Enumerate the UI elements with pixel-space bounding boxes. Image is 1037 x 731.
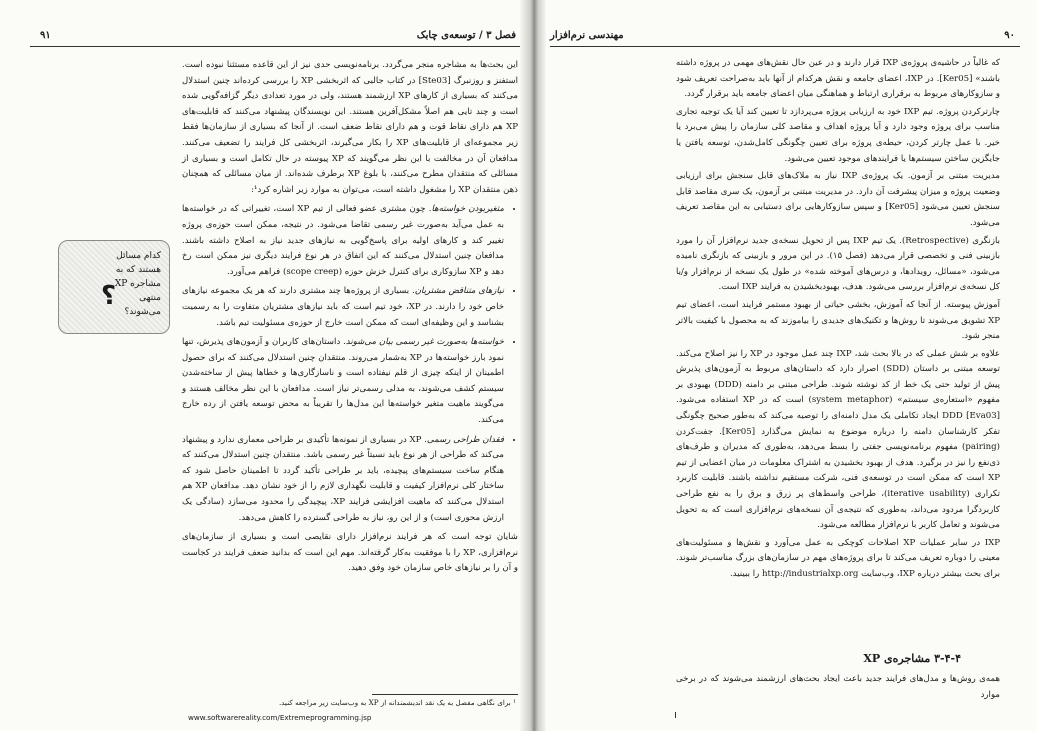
right-page [540, 0, 1037, 731]
right-header-rule [550, 46, 1020, 47]
right-body [676, 56, 1000, 648]
margin-note [58, 240, 170, 334]
right-paragraph: IXP در سایر عملیات XP اصلاحات کوچکی به عمل می‌آورد و نقش‌ها و مسئولیت‌های معینی را دوباره تعریف می‌کند تا برای پروژه‌های مهم در سازمان‌های بزرگ مناسب‌تر شوند. برای بحث بیشتر درباره IXP، وب‌سایت http://industrialxp.org را ببینید. [676, 537, 1001, 579]
bullet-term: متغیربودن خواسته‌ها. [428, 204, 504, 215]
right-paragraph: بازنگری (Retrospective). یک تیم IXP پس از تحویل نسخه‌ی جدید نرم‌افزار آن را مورد بازبینی فنی و تخصصی قرار می‌دهد (فصل ۱۵). در این مرور و بازبینی که بازنگری نامیده می‌شود، «مسائل، رویدادها، و درس‌های آموخته شده» در طول یک نسخه از نرم‌افزار و/یا کل نسخه‌ی نرم‌افزار بررسی می‌شود. هدف، بهبودبخشیدن به فرایند IXP است. [676, 235, 1000, 293]
right-paragraph: که غالباً در حاشیه‌ی پروژه‌ی IXP قرار دارند و در عین حال نقش‌های مهمی در پروژه داشته باشند» [Ker05]. در IXP، اعضای جامعه و نقش هرکدام از آنها باید به‌صراحت تعریف شود و سازوکارهای مربوط به برقراری ارتباط و هماهنگی میان اعضای جامعه باید برقرار گردد. [676, 58, 1000, 100]
closing-paragraph: شایان توجه است که هر فرایند نرم‌افزار دارای نقایصی است و بسیاری از سازمان‌های نرم‌افزاری، XP را با موفقیت به‌کار گرفته‌اند. مهم این است که بدانید ضعف فرایند در کجاست و آن را بر نیازهای خاص سازمان خود وفق دهید. [182, 532, 518, 574]
margin-note-line: مشاجره XP [114, 279, 161, 289]
left-running-head: فصل ۳ / توسعه‌ی چابک [416, 30, 516, 41]
left-header-rule [30, 46, 520, 47]
question-mark-icon: ؟ [101, 281, 117, 311]
right-running-head: مهندسی نرم‌افزار [550, 30, 624, 41]
footnote: ¹ برای نگاهی مفصل به یک نقد اندیشمندانه از XP به وب‌سایت زیر مراجعه کنید. [278, 698, 516, 707]
page-mark [675, 712, 676, 718]
bullet-term: نیازهای متناقض مشتریان. [411, 286, 504, 297]
critique-list [182, 202, 518, 526]
list-item [182, 284, 504, 331]
right-paragraph: آموزش پیوسته. از آنجا که آموزش، بخشی حیاتی از بهبود مستمر فرایند است، اعضای تیم XP تشویق می‌شوند تا روش‌ها و تکنیک‌های جدیدی را بیاموزند که به محصول با کیفیت بالاتر منجر شود. [676, 299, 1000, 342]
left-page-number: ۹۱ [40, 30, 51, 41]
list-item [182, 433, 504, 527]
bullet-text: چون مشتری عضو فعالی از تیم XP است، تغییراتی که در خواسته‌ها به عمل می‌آید به‌صورت غیر رسمی تقاضا می‌شود. در نتیجه، ممکن است حوزه‌ی پروژه تغییر کند و کارهای اولیه برای پاسخ‌گویی به نیازهای جدید نیاز به اصلاح داشته باشند. مدافعان چنین استدلال می‌کنند که این اتفاق در هر نوع فرایند دیگری نیز ممکن است رخ دهد و XP سازوکاری برای کنترل خزش حوزه (scope creep) فراهم می‌آورد. [182, 204, 504, 277]
section-intro: همه‌ی روش‌ها و مدل‌های فرایند جدید باعث ایجاد بحث‌های ارزشمند می‌شوند که در برخی موارد [676, 674, 1000, 700]
margin-note-line: می‌شوند؟ [124, 307, 161, 317]
margin-note-text [115, 249, 161, 319]
right-page-number: ۹۰ [1004, 30, 1015, 41]
bullet-text: بسیاری از پروژه‌ها چند مشتری دارند که هر یک مجموعه نیازهای خاص خود را دارند. در XP، خود تیم است که باید نیازهای مشتریان متفاوت را به رسمیت بشناسد و این وظیفه‌ای است که ممکن است خارج از حوزه‌ی مسئولیت تیم باشد. [182, 286, 504, 328]
right-paragraph: مدیریت مبتنی بر آزمون. یک پروژه‌ی IXP نیاز به ملاک‌های قابل سنجش برای ارزیابی وضعیت پروژه و میزان پیشرفت آن دارد. در مدیریت مبتنی بر آزمون، یک سری مقاصد قابل سنجش تعیین می‌شود [Ker05] و سپس سازوکارهایی برای دستیابی به این مقاصد تعریف می‌شود. [676, 171, 1000, 228]
section-heading: ۳-۴-۴ مشاجره‌ی XP [863, 652, 961, 665]
list-item [182, 335, 504, 429]
left-body [182, 58, 518, 688]
margin-note-line: کدام مسائل [116, 251, 161, 261]
margin-note-line: منتهی [139, 293, 161, 303]
footnote-rule [372, 694, 518, 695]
bullet-text: XP در بسیاری از نمونه‌ها تأکیدی بر طراحی معماری ندارد و پیشنهاد می‌کند که طراحی از هر نوع باید نسبتاً غیر رسمی باشد. منتقدان چنین استدلال می‌کنند که هنگام ساخت سیستم‌های پیچیده، باید بر طراحی تأکید گردد تا اطمینان حاصل شود که ساختار کلی نرم‌افزار کیفیت و قابلیت نگهداری لازم را از خود نشان دهد. مدافعان XP هم استدلال می‌کنند که ماهیت افزایشی فرایند XP، پیچیدگی را محدود می‌سازد (سادگی یک ارزش محوری است) و از این رو، نیاز به طراحی گسترده را کاهش می‌دهد. [182, 434, 504, 523]
right-paragraph: چارترکردن پروژه. تیم IXP خود به ارزیابی پروژه می‌پردازد تا تعیین کند آیا یک توجیه تجاری مناسب برای پروژه وجود دارد و آیا پروژه اهداف و مقاصد کلی سازمان را پیش می‌برد یا خیر. با عمل چارتر کردن، حیطه‌ی پروژه برای تعیین چگونگی کامل‌شدن، توسعه یافتن یا جایگزین ساختن سیستم‌ها یا فرایندهای موجود تعیین می‌شود. [676, 106, 1000, 164]
margin-note-line: هستند که به [115, 265, 161, 275]
bullet-text: داستان‌های کاربران و آزمون‌های پذیرش، تنها نمود بارز خواسته‌ها در XP به‌شمار می‌روند. منتقدان چنین استدلال می‌کنند که برای حصول اطمینان از اینکه چیزی از قلم نیفتاده است و ناسازگاری‌ها و خطاها پیش از ساخته‌شدن سیستم کشف می‌شوند، به مدلی رسمی‌تر نیاز است. مدافعان با این نظر مخالف هستند و می‌گویند ماهیت متغیر خواسته‌ها این مدل‌ها را تقریباً به محض توسعه یافتن از رده خارج می‌کند. [182, 337, 504, 426]
right-paragraph: علاوه بر شش عملی که در بالا بحث شد، IXP چند عمل موجود در XP را نیز اصلاح می‌کند. توسعه مبتنی بر داستان (SDD) اصرار دارد که داستان‌های مربوط به آزمون‌های پذیرش پیش از تولید حتی یک خط از کد نوشته شوند. طراحی مبتنی بر دامنه (DDD) بهبودی بر مفهوم «استعاره‌ی سیستم» (system metaphor) است که در XP استفاده می‌شود. DDD [Eva03] ایجاد تکاملی یک مدل دامنه‌ای را توصیه می‌کند که به‌طور صحیح چگونگی تفکر کارشناسان دامنه را درباره موضوع به نمایش می‌گذارد [Ker05]. جفت‌کردن (pairing) مفهوم برنامه‌نویسی جفتی را بسط می‌دهد، به‌طوری که مدیران و طرف‌های ذی‌نفع را نیز در برگیرد. هدف از بهبود بخشیدن به اشتراک معلومات در میان اعضایی از تیم XP است که ممکن است در توسعه‌ی فنی، شرکت مستقیم نداشته باشند. قابلیت کاربرد تکراری (iterative usability)، طراحی واسط‌های پر زرق و برق را به نفع طراحی کاربردگرا مردود می‌داند، به‌طوری که نتیجه‌ی آن نسخه‌های نرم‌افزاری است که به تحویل می‌شوند و تعامل کاربر با نرم‌افزار مطالعه می‌شود. [676, 348, 1001, 531]
bullet-term: خواسته‌ها به‌صورت غیر رسمی بیان می‌شوند. [343, 337, 504, 348]
list-item [182, 202, 504, 280]
left-paragraph: این بحث‌ها به مشاجره منجر می‌گردد. برنامه‌نویسی حدی نیز از این قاعده مستثنا نبوده است. استفنز و روزنبرگ [Ste03] در کتاب جالبی که اثربخشی XP را بررسی کرده‌اند چنین استدلال می‌کنند که بسیاری از کارهای XP ارزشمند هستند، ولی در مورد تعدادی دیگر گزافه‌گویی شده است و چند تایی هم اصلاً مشکل‌آفرین هستند. این نویسندگان پیشنهاد می‌کنند که قابلیت‌های XP هم دارای نقاط قوت و هم دارای نقاط ضعف است. از آنجا که بسیاری از سازمان‌ها فقط زیر مجموعه‌ای از قابلیت‌های XP را بکار می‌گیرند، اثربخشی کل فرایند را تضعیف می‌کنند. مدافعان آن در مخالفت با این نظر می‌گویند که XP پیوسته در حال تکامل است و بسیاری از مسائلی که منتقدان مطرح می‌کنند، با بلوغ XP برطرف شده‌اند. از میان مسائلی که همچنان ذهن منتقدان XP را مشغول داشته است، می‌توان به موارد زیر اشاره کرد¹: [182, 60, 519, 195]
bullet-term: فقدان طراحی رسمی. [424, 434, 505, 445]
footnote-url: www.softwarereality.com/Extremeprogramming.jsp [188, 713, 372, 722]
